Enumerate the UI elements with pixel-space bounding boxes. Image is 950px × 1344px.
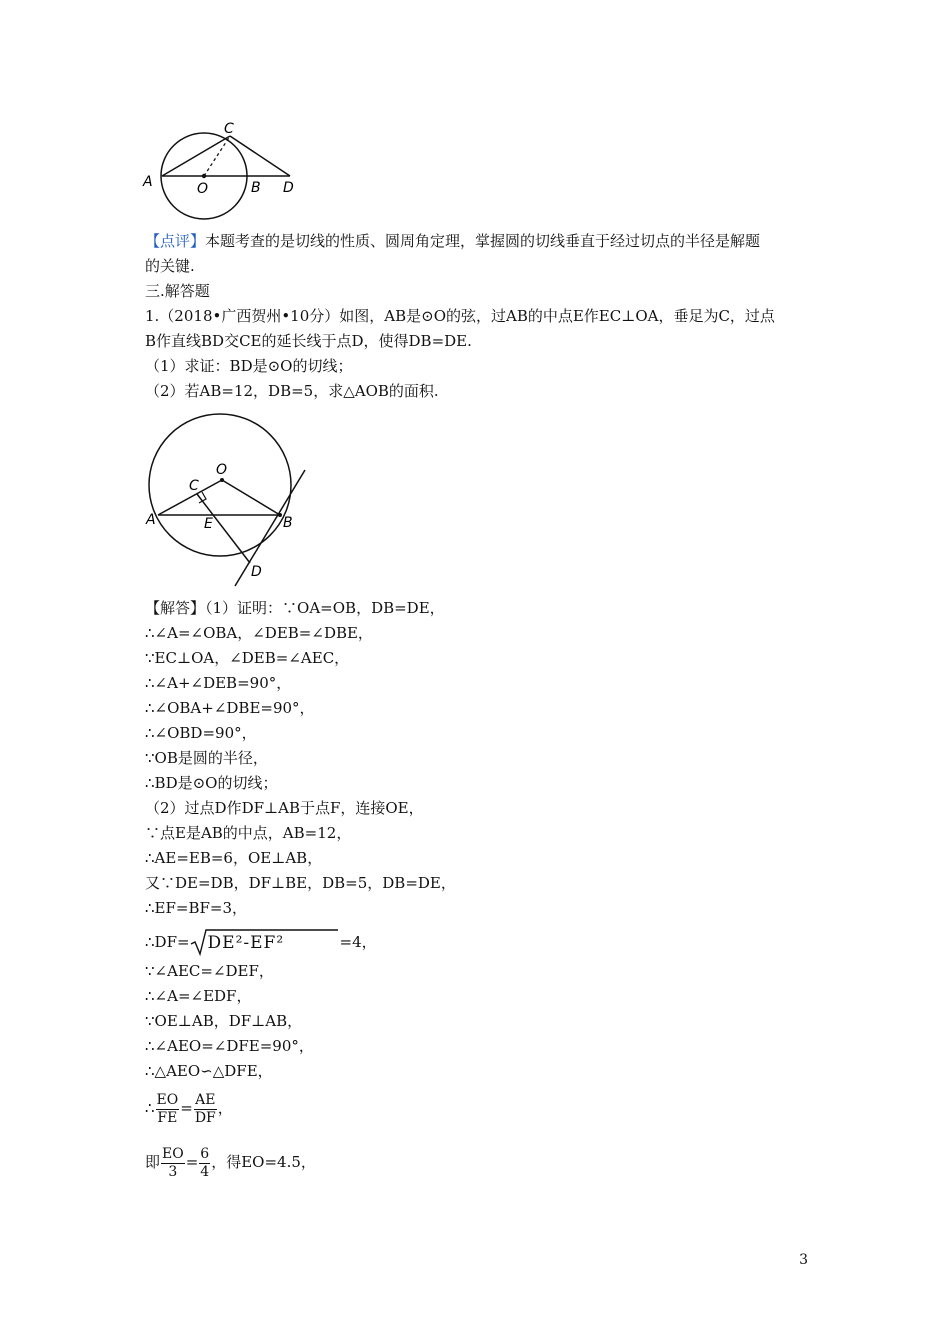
point-b [278, 513, 282, 517]
solution-line-8: ∴BD是⊙O的切线； [145, 774, 278, 792]
solution-line-13: ∴EF=BF=3， [145, 899, 248, 917]
page-number: 3 [799, 1252, 808, 1268]
solution-line-7: ∵OB是圆的半径， [145, 749, 268, 767]
fraction-numerator: AE [195, 1091, 216, 1108]
fraction-numerator: EO [156, 1091, 179, 1108]
radius-oc-dashed [204, 136, 230, 176]
review-text-1: 本题考查的是切线的性质、圆周角定理，掌握圆的切线垂直于经过切点的半径是解题 [205, 232, 761, 250]
label-d: D [251, 564, 262, 580]
fraction-ae-df [194, 1092, 217, 1127]
label-b: B [251, 180, 261, 196]
namely-prefix: 即 [145, 1153, 161, 1171]
solution-line-16: ∴∠A=∠EDF， [145, 987, 252, 1005]
circle-o [149, 414, 291, 556]
label-o: O [197, 181, 209, 197]
sqrt-expression [190, 928, 340, 956]
problem-part-2: （2）若AB=12，DB=5，求△AOB的面积. [145, 382, 439, 400]
solution-line-14 [145, 928, 377, 958]
line-suffix: ， [217, 1099, 233, 1117]
solution-line-18: ∴∠AEO=∠DFE=90°， [145, 1037, 314, 1055]
review-line-1 [145, 231, 760, 251]
solution-line-11: ∴AE=EB=6，OE⊥AB， [145, 849, 323, 867]
label-c: C [224, 121, 234, 137]
figure-circle-tangent [140, 118, 310, 226]
label-o: O [216, 462, 228, 478]
label-d: D [283, 180, 294, 196]
fraction-eo-fe [156, 1092, 180, 1127]
problem-line-2: B作直线BD交CE的延长线于点D，使得DB=DE. [145, 332, 472, 350]
solution-line-10: ∵点E是AB的中点，AB=12， [145, 824, 352, 842]
tangent-line-bd [235, 470, 305, 586]
fraction-numerator: 6 [200, 1145, 210, 1162]
label-c: C [189, 478, 199, 494]
tangent-cd [230, 136, 290, 176]
fraction-eo-3 [161, 1146, 185, 1181]
fraction-denominator: 3 [168, 1163, 178, 1180]
solution-line-17: ∵OE⊥AB，DF⊥AB， [145, 1012, 303, 1030]
label-b: B [283, 515, 293, 531]
section-title: 三.解答题 [145, 282, 210, 300]
solution-line-2: ∴∠A=∠OBA，∠DEB=∠DBE， [145, 624, 373, 642]
solution-line-9: （2）过点D作DF⊥AB于点F，连接OE， [145, 799, 424, 817]
point-o [220, 478, 224, 482]
chord-ac [162, 136, 230, 176]
solution-line-1: 【解答】（1）证明：∵OA=OB，DB=DE， [145, 599, 445, 617]
fraction-6-4 [199, 1146, 210, 1181]
review-line-2: 的关键. [145, 257, 195, 275]
label-a: A [143, 174, 153, 190]
fraction-denominator: FE [157, 1109, 178, 1126]
label-e: E [204, 516, 213, 532]
solution-line-5: ∴∠OBA+∠DBE=90°， [145, 699, 315, 717]
equals-sign: = [180, 1099, 193, 1117]
fraction-denominator: DF [194, 1109, 216, 1126]
solution-line-12: 又∵DE=DB，DF⊥BE，DB=5，DB=DE， [145, 874, 456, 892]
problem-part-1: （1）求证：BD是⊙O的切线； [145, 357, 353, 375]
center-point [202, 174, 206, 178]
solution-line-4: ∴∠A+∠DEB=90°， [145, 674, 292, 692]
df-prefix: ∴DF= [145, 933, 190, 951]
df-suffix: =4， [339, 933, 377, 951]
radius-ob [222, 480, 280, 515]
solution-line-20 [145, 1088, 233, 1128]
equals-sign: = [185, 1153, 199, 1171]
solution-line-3: ∵EC⊥OA，∠DEB=∠AEC， [145, 649, 350, 667]
line-suffix: ，得EO=4.5， [211, 1153, 316, 1171]
problem-line-1: 1.（2018•广西贺州•10分）如图，AB是⊙O的弦，过AB的中点E作EC⊥OA，垂足为C，过点 [145, 307, 775, 325]
review-tag: 【点评】 [145, 232, 206, 250]
solution-line-6: ∴∠OBD=90°， [145, 724, 257, 742]
figure-chord-tangent [140, 408, 315, 590]
fraction-numerator: EO [162, 1145, 184, 1162]
label-a: A [146, 512, 156, 528]
solution-line-21 [145, 1142, 316, 1182]
solution-line-19: ∴△AEO∽△DFE， [145, 1062, 273, 1080]
therefore-prefix: ∴ [145, 1099, 155, 1117]
radicand: DE²-EF² [207, 933, 285, 953]
solution-line-15: ∵∠AEC=∠DEF， [145, 962, 274, 980]
fraction-denominator: 4 [200, 1163, 210, 1180]
